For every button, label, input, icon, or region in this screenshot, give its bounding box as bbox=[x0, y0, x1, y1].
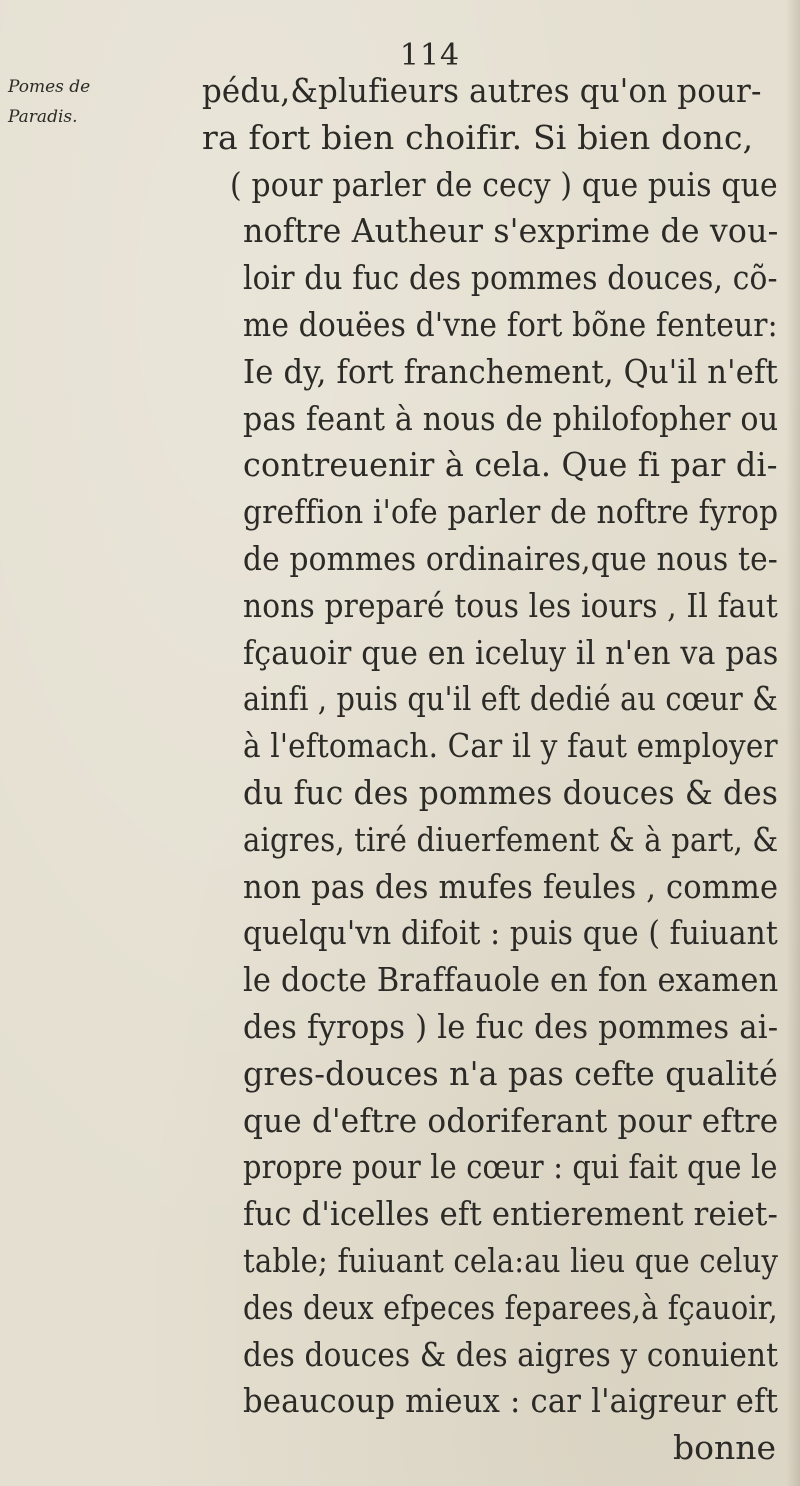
text-line: me douëes d'vne fort bõne fenteur: bbox=[243, 305, 778, 344]
text-line: beaucoup mieux : car l'aigreur eft bbox=[243, 1381, 779, 1421]
text-line: des douces & des aigres y conuient bbox=[243, 1334, 779, 1374]
text-line: fçauoir que en iceluy il n'en va pas bbox=[243, 632, 779, 672]
text-line: du fuc des pommes douces & des bbox=[243, 773, 779, 812]
page-edge-shadow bbox=[786, 0, 800, 1486]
text-line: ainfi , puis qu'il eft dedié au cœur & bbox=[243, 679, 778, 719]
text-line: des fyrops ) le fuc des pommes ai- bbox=[243, 1007, 779, 1046]
text-line: noftre Autheur s'exprime de vou- bbox=[243, 211, 779, 251]
text-line: pédu,&plufieurs autres qu'on pour- bbox=[202, 71, 762, 110]
text-line: gres-douces n'a pas cefte qualité bbox=[243, 1053, 778, 1093]
text-line: fuc d'icelles eft entierement reiet- bbox=[243, 1194, 779, 1234]
text-line: pas feant à nous de philofopher ou bbox=[243, 398, 779, 438]
text-line: aigres, tiré diuerfement & à part, & bbox=[243, 819, 779, 859]
catchword: bonne bbox=[672, 1428, 776, 1468]
text-line: de pommes ordinaires,que nous te- bbox=[243, 539, 778, 578]
text-line: ra fort bien choifir. Si bien donc, bbox=[202, 117, 754, 157]
text-line: non pas des mufes feules , comme bbox=[243, 866, 779, 906]
margin-note bbox=[8, 72, 90, 132]
text-line: que d'eftre odoriferant pour eftre bbox=[243, 1100, 779, 1140]
text-line: greffion i'ofe parler de noftre fyrop bbox=[243, 492, 779, 532]
text-line: quelqu'vn difoit : puis que ( fuiuant bbox=[243, 913, 778, 953]
margin-note-line: Paradis. bbox=[8, 107, 78, 127]
text-line: Ie dy, fort franchement, Qu'il n'eft bbox=[243, 351, 779, 391]
text-line: à l'eftomach. Car il y faut employer bbox=[243, 726, 778, 766]
page-number: 114 bbox=[399, 38, 461, 73]
text-line: ( pour parler de cecy ) que puis que bbox=[230, 164, 778, 204]
text-line: contreuenir à cela. Que fi par di- bbox=[243, 445, 778, 485]
text-line: nons preparé tous les iours , Il faut bbox=[243, 585, 778, 625]
text-line: propre pour le cœur : qui fait que le bbox=[243, 1147, 778, 1187]
text-line: table; fuiuant cela:au lieu que celuy bbox=[243, 1241, 779, 1280]
text-line: des deux efpeces feparees,à fçauoir, bbox=[243, 1287, 778, 1327]
text-line: loir du fuc des pommes douces, cõ- bbox=[243, 258, 778, 298]
text-line: le docte Braffauole en fon examen bbox=[243, 960, 779, 1000]
margin-note-line: Pomes de bbox=[8, 77, 91, 97]
